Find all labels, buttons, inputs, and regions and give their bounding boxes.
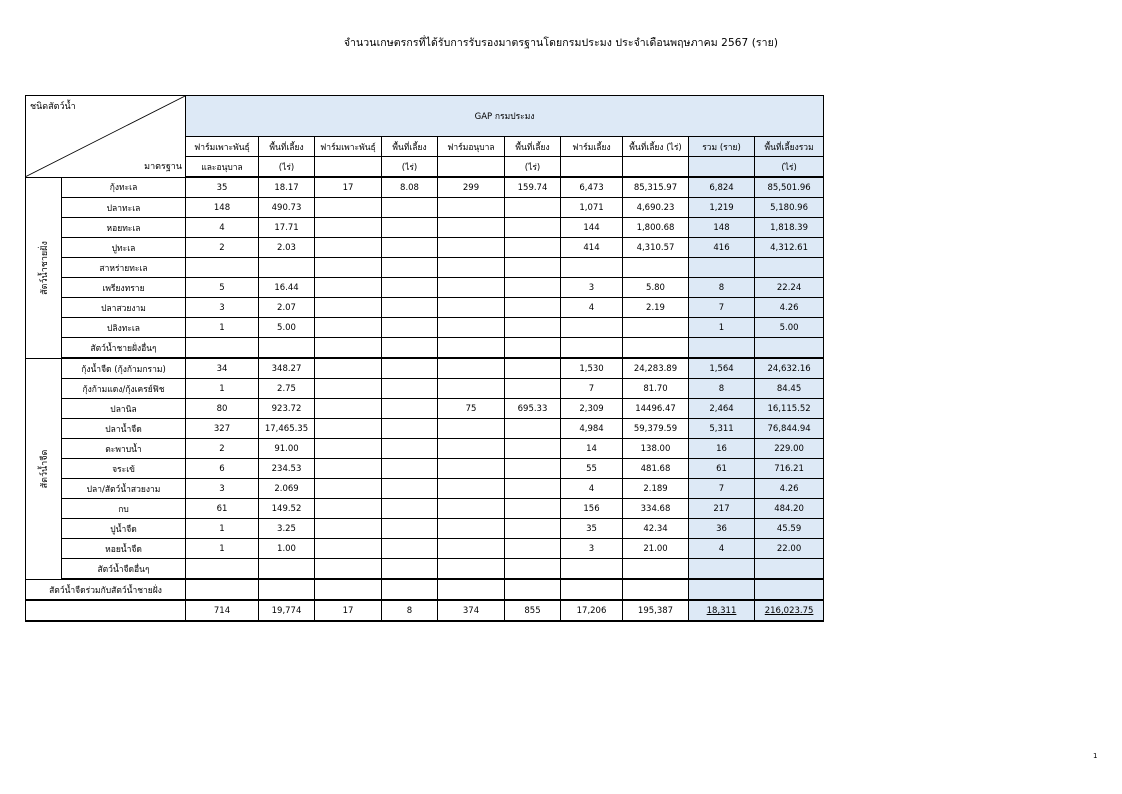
column-header-line2: (ไร่) bbox=[505, 157, 561, 178]
value-cell: 2.069 bbox=[259, 479, 315, 499]
total-value-cell: 714 bbox=[186, 600, 259, 621]
value-cell: 4,984 bbox=[561, 419, 623, 439]
value-cell bbox=[382, 198, 438, 218]
value-cell bbox=[689, 559, 755, 580]
species-name: ปูทะเล bbox=[62, 238, 186, 258]
value-cell bbox=[382, 479, 438, 499]
value-cell: 75 bbox=[438, 399, 505, 419]
value-cell: 4,310.57 bbox=[623, 238, 689, 258]
value-cell bbox=[315, 278, 382, 298]
group-label: สัตว์น้ำจืด bbox=[39, 449, 50, 488]
value-cell: 3 bbox=[561, 278, 623, 298]
value-cell bbox=[438, 559, 505, 580]
value-cell bbox=[259, 579, 315, 600]
value-cell: 1 bbox=[689, 318, 755, 338]
value-cell bbox=[382, 338, 438, 359]
value-cell bbox=[315, 338, 382, 359]
column-header-line1: รวม (ราย) bbox=[689, 137, 755, 157]
value-cell bbox=[755, 258, 824, 278]
value-cell: 4 bbox=[561, 298, 623, 318]
group-label-cell bbox=[26, 177, 62, 358]
value-cell bbox=[689, 258, 755, 278]
value-cell: 7 bbox=[689, 479, 755, 499]
value-cell bbox=[315, 519, 382, 539]
value-cell: 481.68 bbox=[623, 459, 689, 479]
value-cell: 348.27 bbox=[259, 358, 315, 379]
table-row bbox=[26, 379, 824, 399]
value-cell bbox=[382, 559, 438, 580]
column-header-line1: ฟาร์มเลี้ยง bbox=[561, 137, 623, 157]
column-header-line2 bbox=[438, 157, 505, 178]
value-cell: 16 bbox=[689, 439, 755, 459]
value-cell bbox=[689, 338, 755, 359]
column-header-line2: และอนุบาล bbox=[186, 157, 259, 178]
value-cell bbox=[382, 579, 438, 600]
value-cell bbox=[505, 379, 561, 399]
value-cell bbox=[382, 399, 438, 419]
species-name: หอยน้ำจืด bbox=[62, 539, 186, 559]
value-cell bbox=[561, 318, 623, 338]
column-header-line2: (ไร่) bbox=[259, 157, 315, 178]
value-cell: 22.24 bbox=[755, 278, 824, 298]
value-cell: 1,219 bbox=[689, 198, 755, 218]
table-row bbox=[26, 519, 824, 539]
column-header-line2 bbox=[689, 157, 755, 178]
value-cell: 2.19 bbox=[623, 298, 689, 318]
value-cell bbox=[315, 539, 382, 559]
column-header-line2: (ไร่) bbox=[382, 157, 438, 178]
value-cell: 2.03 bbox=[259, 238, 315, 258]
value-cell: 2.07 bbox=[259, 298, 315, 318]
species-name: ปลาน้ำจืด bbox=[62, 419, 186, 439]
column-header-line1: พื้นที่เลี้ยง (ไร่) bbox=[623, 137, 689, 157]
value-cell: 17.71 bbox=[259, 218, 315, 238]
value-cell bbox=[382, 278, 438, 298]
value-cell: 84.45 bbox=[755, 379, 824, 399]
value-cell: 61 bbox=[689, 459, 755, 479]
species-name: หอยทะเล bbox=[62, 218, 186, 238]
value-cell: 17 bbox=[315, 177, 382, 198]
value-cell bbox=[505, 499, 561, 519]
gap-header: GAP กรมประมง bbox=[186, 96, 824, 137]
value-cell: 217 bbox=[689, 499, 755, 519]
value-cell: 299 bbox=[438, 177, 505, 198]
value-cell: 4 bbox=[689, 539, 755, 559]
value-cell: 327 bbox=[186, 419, 259, 439]
value-cell bbox=[438, 318, 505, 338]
species-name: เพรียงทราย bbox=[62, 278, 186, 298]
value-cell bbox=[438, 439, 505, 459]
header-row-1 bbox=[26, 96, 824, 137]
value-cell bbox=[561, 559, 623, 580]
value-cell: 716.21 bbox=[755, 459, 824, 479]
species-name: ตะพาบน้ำ bbox=[62, 439, 186, 459]
total-value-cell: 18,311 bbox=[689, 600, 755, 621]
value-cell bbox=[382, 318, 438, 338]
value-cell bbox=[315, 499, 382, 519]
value-cell: 1.00 bbox=[259, 539, 315, 559]
value-cell: 61 bbox=[186, 499, 259, 519]
value-cell bbox=[382, 459, 438, 479]
value-cell: 148 bbox=[689, 218, 755, 238]
value-cell: 1,818.39 bbox=[755, 218, 824, 238]
value-cell bbox=[315, 198, 382, 218]
value-cell: 3 bbox=[186, 479, 259, 499]
value-cell bbox=[382, 218, 438, 238]
value-cell: 5,180.96 bbox=[755, 198, 824, 218]
value-cell bbox=[561, 258, 623, 278]
value-cell: 4 bbox=[561, 479, 623, 499]
value-cell: 4,690.23 bbox=[623, 198, 689, 218]
value-cell: 149.52 bbox=[259, 499, 315, 519]
value-cell bbox=[382, 379, 438, 399]
value-cell: 16.44 bbox=[259, 278, 315, 298]
species-name: ปูน้ำจืด bbox=[62, 519, 186, 539]
value-cell bbox=[438, 358, 505, 379]
value-cell bbox=[315, 559, 382, 580]
table-row bbox=[26, 278, 824, 298]
value-cell: 490.73 bbox=[259, 198, 315, 218]
table-row bbox=[26, 479, 824, 499]
value-cell bbox=[186, 258, 259, 278]
value-cell: 5.80 bbox=[623, 278, 689, 298]
value-cell: 5.00 bbox=[755, 318, 824, 338]
value-cell bbox=[505, 338, 561, 359]
value-cell bbox=[438, 539, 505, 559]
column-header-line2 bbox=[315, 157, 382, 178]
value-cell: 234.53 bbox=[259, 459, 315, 479]
value-cell: 2,464 bbox=[689, 399, 755, 419]
value-cell: 80 bbox=[186, 399, 259, 419]
value-cell bbox=[505, 358, 561, 379]
header-corner-cell bbox=[26, 96, 186, 178]
value-cell bbox=[438, 338, 505, 359]
value-cell bbox=[186, 559, 259, 580]
species-name: สัตว์น้ำจืดอื่นๆ bbox=[62, 559, 186, 580]
table-row bbox=[26, 399, 824, 419]
value-cell bbox=[561, 338, 623, 359]
value-cell bbox=[623, 258, 689, 278]
value-cell bbox=[438, 479, 505, 499]
value-cell bbox=[315, 218, 382, 238]
value-cell: 7 bbox=[689, 298, 755, 318]
column-header-line1: ฟาร์มอนุบาล bbox=[438, 137, 505, 157]
value-cell: 144 bbox=[561, 218, 623, 238]
value-cell: 334.68 bbox=[623, 499, 689, 519]
value-cell bbox=[438, 198, 505, 218]
table-row bbox=[26, 298, 824, 318]
value-cell bbox=[259, 338, 315, 359]
total-value-cell: 19,774 bbox=[259, 600, 315, 621]
value-cell bbox=[623, 559, 689, 580]
value-cell bbox=[505, 559, 561, 580]
column-header-line1: พื้นที่เลี้ยงรวม bbox=[755, 137, 824, 157]
value-cell: 2.189 bbox=[623, 479, 689, 499]
value-cell: 156 bbox=[561, 499, 623, 519]
value-cell bbox=[315, 379, 382, 399]
page-title: จำนวนเกษตรกรที่ได้รับการรับรองมาตรฐานโดยกรมประมง ประจำเดือนพฤษภาคม 2567 (ราย) bbox=[343, 37, 779, 49]
value-cell bbox=[505, 298, 561, 318]
value-cell bbox=[438, 238, 505, 258]
value-cell bbox=[438, 499, 505, 519]
value-cell: 21.00 bbox=[623, 539, 689, 559]
value-cell: 923.72 bbox=[259, 399, 315, 419]
value-cell: 5 bbox=[186, 278, 259, 298]
value-cell bbox=[623, 579, 689, 600]
species-name: ปลิงทะเล bbox=[62, 318, 186, 338]
value-cell: 18.17 bbox=[259, 177, 315, 198]
value-cell bbox=[623, 318, 689, 338]
value-cell: 4,312.61 bbox=[755, 238, 824, 258]
value-cell: 484.20 bbox=[755, 499, 824, 519]
value-cell: 3 bbox=[561, 539, 623, 559]
species-name: ปลาสวยงาม bbox=[62, 298, 186, 318]
value-cell: 5,311 bbox=[689, 419, 755, 439]
value-cell: 159.74 bbox=[505, 177, 561, 198]
value-cell: 416 bbox=[689, 238, 755, 258]
value-cell: 8 bbox=[689, 278, 755, 298]
value-cell: 76,844.94 bbox=[755, 419, 824, 439]
value-cell bbox=[259, 258, 315, 278]
combined-row bbox=[26, 579, 824, 600]
value-cell: 35 bbox=[561, 519, 623, 539]
column-header-line2: (ไร่) bbox=[755, 157, 824, 178]
column-header-line1: พื้นที่เลี้ยง bbox=[505, 137, 561, 157]
value-cell: 695.33 bbox=[505, 399, 561, 419]
total-value-cell: 216,023.75 bbox=[755, 600, 824, 621]
value-cell bbox=[382, 519, 438, 539]
value-cell: 22.00 bbox=[755, 539, 824, 559]
table-row bbox=[26, 499, 824, 519]
value-cell bbox=[315, 399, 382, 419]
value-cell: 6 bbox=[186, 459, 259, 479]
species-name: กุ้งทะเล bbox=[62, 177, 186, 198]
table-row bbox=[26, 338, 824, 359]
value-cell bbox=[505, 218, 561, 238]
value-cell: 229.00 bbox=[755, 439, 824, 459]
value-cell bbox=[315, 358, 382, 379]
value-cell: 2 bbox=[186, 238, 259, 258]
value-cell: 14 bbox=[561, 439, 623, 459]
value-cell: 8.08 bbox=[382, 177, 438, 198]
value-cell bbox=[623, 338, 689, 359]
value-cell bbox=[755, 579, 824, 600]
value-cell bbox=[505, 579, 561, 600]
value-cell: 2 bbox=[186, 439, 259, 459]
value-cell: 2.75 bbox=[259, 379, 315, 399]
value-cell bbox=[382, 439, 438, 459]
value-cell: 81.70 bbox=[623, 379, 689, 399]
value-cell bbox=[438, 218, 505, 238]
value-cell bbox=[505, 439, 561, 459]
value-cell bbox=[505, 459, 561, 479]
value-cell: 34 bbox=[186, 358, 259, 379]
value-cell: 2,309 bbox=[561, 399, 623, 419]
value-cell bbox=[382, 298, 438, 318]
value-cell bbox=[315, 439, 382, 459]
value-cell bbox=[755, 559, 824, 580]
value-cell bbox=[438, 459, 505, 479]
value-cell: 16,115.52 bbox=[755, 399, 824, 419]
total-value-cell: 17 bbox=[315, 600, 382, 621]
species-name: สัตว์น้ำชายฝั่งอื่นๆ bbox=[62, 338, 186, 359]
value-cell bbox=[382, 238, 438, 258]
value-cell bbox=[315, 298, 382, 318]
value-cell: 17,465.35 bbox=[259, 419, 315, 439]
column-header-line1: พื้นที่เลี้ยง bbox=[382, 137, 438, 157]
page-number: 1 bbox=[1093, 752, 1098, 760]
column-header-line1: ฟาร์มเพาะพันธุ์ bbox=[186, 137, 259, 157]
value-cell: 148 bbox=[186, 198, 259, 218]
value-cell: 85,315.97 bbox=[623, 177, 689, 198]
value-cell bbox=[382, 539, 438, 559]
value-cell: 414 bbox=[561, 238, 623, 258]
value-cell: 24,632.16 bbox=[755, 358, 824, 379]
combined-row-label: สัตว์น้ำจืดร่วมกับสัตว์น้ำชายฝั่ง bbox=[26, 579, 186, 600]
value-cell: 1,564 bbox=[689, 358, 755, 379]
total-row bbox=[26, 600, 824, 621]
value-cell: 6,824 bbox=[689, 177, 755, 198]
total-value-cell: 195,387 bbox=[623, 600, 689, 621]
value-cell bbox=[505, 539, 561, 559]
total-value-cell: 855 bbox=[505, 600, 561, 621]
value-cell bbox=[505, 318, 561, 338]
group-label-cell bbox=[26, 358, 62, 579]
species-name: ปลา/สัตว์น้ำสวยงาม bbox=[62, 479, 186, 499]
value-cell bbox=[689, 579, 755, 600]
total-row-label bbox=[26, 600, 186, 621]
value-cell bbox=[382, 258, 438, 278]
table-row bbox=[26, 177, 824, 198]
value-cell: 55 bbox=[561, 459, 623, 479]
value-cell: 1 bbox=[186, 519, 259, 539]
value-cell bbox=[186, 579, 259, 600]
table-row bbox=[26, 459, 824, 479]
value-cell bbox=[505, 519, 561, 539]
table-row bbox=[26, 318, 824, 338]
value-cell bbox=[315, 479, 382, 499]
column-header-line1: พื้นที่เลี้ยง bbox=[259, 137, 315, 157]
value-cell: 7 bbox=[561, 379, 623, 399]
value-cell bbox=[315, 419, 382, 439]
value-cell bbox=[438, 419, 505, 439]
value-cell bbox=[315, 238, 382, 258]
value-cell bbox=[505, 479, 561, 499]
value-cell bbox=[382, 419, 438, 439]
total-value-cell: 8 bbox=[382, 600, 438, 621]
column-header-line2 bbox=[623, 157, 689, 178]
value-cell bbox=[505, 419, 561, 439]
corner-label-standard: มาตรฐาน bbox=[144, 161, 182, 172]
table-row bbox=[26, 439, 824, 459]
value-cell: 1 bbox=[186, 318, 259, 338]
value-cell bbox=[382, 499, 438, 519]
table-row bbox=[26, 419, 824, 439]
value-cell: 1 bbox=[186, 379, 259, 399]
value-cell bbox=[505, 258, 561, 278]
corner-label-species: ชนิดสัตว์น้ำ bbox=[30, 102, 76, 112]
species-name: ปลาทะเล bbox=[62, 198, 186, 218]
value-cell bbox=[438, 379, 505, 399]
table-row bbox=[26, 258, 824, 278]
value-cell: 1 bbox=[186, 539, 259, 559]
value-cell bbox=[755, 338, 824, 359]
species-name: ปลานิล bbox=[62, 399, 186, 419]
value-cell: 1,071 bbox=[561, 198, 623, 218]
value-cell: 42.34 bbox=[623, 519, 689, 539]
species-name: จระเข้ bbox=[62, 459, 186, 479]
value-cell: 138.00 bbox=[623, 439, 689, 459]
table-row bbox=[26, 559, 824, 580]
value-cell bbox=[382, 358, 438, 379]
value-cell: 8 bbox=[689, 379, 755, 399]
value-cell: 1,800.68 bbox=[623, 218, 689, 238]
value-cell bbox=[561, 579, 623, 600]
value-cell: 4.26 bbox=[755, 298, 824, 318]
value-cell: 59,379.59 bbox=[623, 419, 689, 439]
value-cell: 6,473 bbox=[561, 177, 623, 198]
species-name: กุ้งน้ำจืด (กุ้งก้ามกราม) bbox=[62, 358, 186, 379]
value-cell bbox=[438, 278, 505, 298]
value-cell: 45.59 bbox=[755, 519, 824, 539]
group-label: สัตว์น้ำชายฝั่ง bbox=[39, 240, 50, 295]
value-cell bbox=[438, 579, 505, 600]
value-cell bbox=[505, 238, 561, 258]
value-cell bbox=[438, 298, 505, 318]
value-cell: 36 bbox=[689, 519, 755, 539]
value-cell: 4 bbox=[186, 218, 259, 238]
species-name: สาหร่ายทะเล bbox=[62, 258, 186, 278]
table-row bbox=[26, 218, 824, 238]
value-cell bbox=[315, 258, 382, 278]
table-row bbox=[26, 238, 824, 258]
value-cell: 85,501.96 bbox=[755, 177, 824, 198]
value-cell bbox=[259, 559, 315, 580]
total-value-cell: 17,206 bbox=[561, 600, 623, 621]
value-cell bbox=[186, 338, 259, 359]
value-cell bbox=[505, 198, 561, 218]
value-cell bbox=[315, 459, 382, 479]
value-cell: 5.00 bbox=[259, 318, 315, 338]
value-cell: 14496.47 bbox=[623, 399, 689, 419]
certification-table bbox=[25, 95, 824, 622]
column-header-line1: ฟาร์มเพาะพันธุ์ bbox=[315, 137, 382, 157]
value-cell: 3.25 bbox=[259, 519, 315, 539]
value-cell: 3 bbox=[186, 298, 259, 318]
table-row bbox=[26, 539, 824, 559]
value-cell: 35 bbox=[186, 177, 259, 198]
column-header-line2 bbox=[561, 157, 623, 178]
value-cell bbox=[315, 318, 382, 338]
value-cell: 4.26 bbox=[755, 479, 824, 499]
value-cell bbox=[315, 579, 382, 600]
value-cell bbox=[438, 519, 505, 539]
value-cell bbox=[505, 278, 561, 298]
value-cell: 1,530 bbox=[561, 358, 623, 379]
species-name: กบ bbox=[62, 499, 186, 519]
value-cell: 91.00 bbox=[259, 439, 315, 459]
value-cell: 24,283.89 bbox=[623, 358, 689, 379]
table-row bbox=[26, 198, 824, 218]
species-name: กุ้งก้ามแดง/กุ้งเครย์ฟิช bbox=[62, 379, 186, 399]
table-row bbox=[26, 358, 824, 379]
total-value-cell: 374 bbox=[438, 600, 505, 621]
value-cell bbox=[438, 258, 505, 278]
